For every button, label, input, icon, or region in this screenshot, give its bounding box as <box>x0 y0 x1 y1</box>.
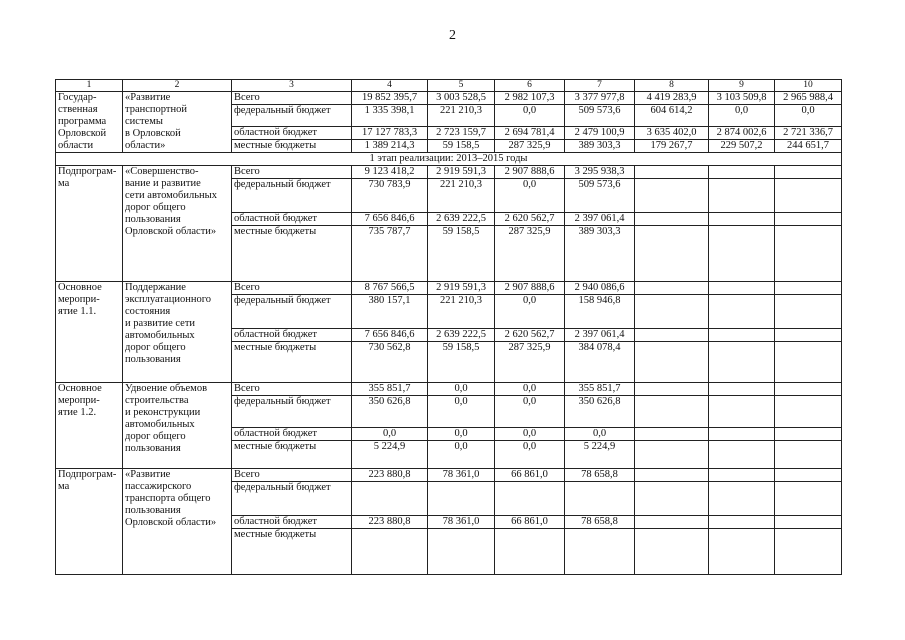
value-cell: 2 907 888,6 <box>495 166 565 179</box>
value-cell: 223 880,8 <box>352 469 428 482</box>
program-name-cell-line: Поддержание <box>125 282 186 293</box>
funding-source-cell: Всего <box>232 469 352 482</box>
value-cell: 0,0 <box>428 396 495 428</box>
column-header: 9 <box>709 80 775 92</box>
program-name-cell-line: пользования <box>125 354 181 365</box>
program-name-cell-line: пользования <box>125 505 181 516</box>
value-cell: 7 656 846,6 <box>352 329 428 342</box>
value-cell <box>775 428 842 441</box>
value-cell: 2 620 562,7 <box>495 329 565 342</box>
value-cell: 509 573,6 <box>565 179 635 213</box>
value-cell <box>709 179 775 213</box>
value-cell: 2 965 988,4 <box>775 92 842 105</box>
value-cell <box>635 529 709 575</box>
program-name-cell <box>123 92 232 153</box>
program-name-cell-line: транспорта общего <box>125 493 211 504</box>
value-cell: 9 123 418,2 <box>352 166 428 179</box>
value-cell: 2 397 061,4 <box>565 329 635 342</box>
value-cell: 2 479 100,9 <box>565 126 635 139</box>
value-cell <box>709 329 775 342</box>
budget-table <box>55 79 842 575</box>
value-cell: 0,0 <box>775 105 842 126</box>
value-cell: 3 103 509,8 <box>709 92 775 105</box>
value-cell: 0,0 <box>495 179 565 213</box>
value-cell <box>495 529 565 575</box>
value-cell <box>635 213 709 226</box>
value-cell: 509 573,6 <box>565 105 635 126</box>
program-name-cell-line: пользования <box>125 443 181 454</box>
program-name-cell <box>123 383 232 469</box>
funding-source-cell: местные бюджеты <box>232 529 352 575</box>
value-cell: 389 303,3 <box>565 139 635 152</box>
value-cell: 0,0 <box>495 441 565 469</box>
value-cell: 78 658,8 <box>565 516 635 529</box>
value-cell <box>775 469 842 482</box>
value-cell: 78 361,0 <box>428 469 495 482</box>
value-cell <box>709 516 775 529</box>
program-type-cell <box>56 282 123 383</box>
funding-source-cell: федеральный бюджет <box>232 105 352 126</box>
value-cell: 2 723 159,7 <box>428 126 495 139</box>
program-name-cell-line: Орловской области» <box>125 226 217 237</box>
value-cell: 2 639 222,5 <box>428 329 495 342</box>
value-cell: 2 874 002,6 <box>709 126 775 139</box>
stage-row <box>56 153 842 166</box>
value-cell: 735 787,7 <box>352 226 428 282</box>
value-cell <box>565 482 635 516</box>
value-cell <box>709 295 775 329</box>
program-type-cell <box>56 469 123 575</box>
program-name-cell-line: строительства <box>125 395 189 406</box>
value-cell: 244 651,7 <box>775 139 842 152</box>
value-cell: 287 325,9 <box>495 342 565 383</box>
value-cell: 2 919 591,3 <box>428 166 495 179</box>
value-cell: 2 940 086,6 <box>565 282 635 295</box>
column-header: 7 <box>565 80 635 92</box>
value-cell <box>775 166 842 179</box>
value-cell: 0,0 <box>495 396 565 428</box>
funding-source-cell: Всего <box>232 92 352 105</box>
program-type-cell-line: Основное <box>58 282 102 293</box>
value-cell: 17 127 783,3 <box>352 126 428 139</box>
value-cell: 0,0 <box>495 295 565 329</box>
value-cell: 355 851,7 <box>565 383 635 396</box>
value-cell: 380 157,1 <box>352 295 428 329</box>
program-name-cell-line: транспортной <box>125 104 187 115</box>
value-cell <box>428 482 495 516</box>
value-cell <box>635 428 709 441</box>
value-cell: 5 224,9 <box>565 441 635 469</box>
value-cell: 8 767 566,5 <box>352 282 428 295</box>
program-name-cell-line: состояния <box>125 306 171 317</box>
value-cell <box>775 396 842 428</box>
funding-source-cell: Всего <box>232 383 352 396</box>
value-cell: 0,0 <box>709 105 775 126</box>
program-type-cell-line: ятие 1.2. <box>58 407 97 418</box>
value-cell: 350 626,8 <box>565 396 635 428</box>
value-cell: 221 210,3 <box>428 295 495 329</box>
program-type-cell-line: Основное <box>58 383 102 394</box>
column-header: 2 <box>123 80 232 92</box>
value-cell: 78 361,0 <box>428 516 495 529</box>
table-row <box>56 92 842 105</box>
value-cell <box>635 226 709 282</box>
value-cell: 66 861,0 <box>495 469 565 482</box>
column-header: 10 <box>775 80 842 92</box>
column-header: 1 <box>56 80 123 92</box>
value-cell <box>428 529 495 575</box>
value-cell: 2 907 888,6 <box>495 282 565 295</box>
value-cell <box>775 295 842 329</box>
value-cell: 2 639 222,5 <box>428 213 495 226</box>
value-cell: 19 852 395,7 <box>352 92 428 105</box>
program-name-cell-line: дорог общего <box>125 431 186 442</box>
table-row <box>56 166 842 179</box>
value-cell: 2 721 336,7 <box>775 126 842 139</box>
value-cell <box>635 396 709 428</box>
funding-source-cell: областной бюджет <box>232 126 352 139</box>
value-cell: 59 158,5 <box>428 342 495 383</box>
value-cell <box>565 529 635 575</box>
value-cell: 3 635 402,0 <box>635 126 709 139</box>
program-name-cell-line: «Совершенство- <box>125 166 199 177</box>
value-cell <box>709 213 775 226</box>
value-cell: 158 946,8 <box>565 295 635 329</box>
value-cell: 59 158,5 <box>428 226 495 282</box>
value-cell: 3 003 528,5 <box>428 92 495 105</box>
program-name-cell-line: пассажирского <box>125 481 192 492</box>
column-header: 4 <box>352 80 428 92</box>
value-cell: 4 419 283,9 <box>635 92 709 105</box>
value-cell <box>635 383 709 396</box>
value-cell: 355 851,7 <box>352 383 428 396</box>
value-cell <box>775 342 842 383</box>
table-row <box>56 383 842 396</box>
program-name-cell <box>123 282 232 383</box>
value-cell <box>775 282 842 295</box>
value-cell: 0,0 <box>428 383 495 396</box>
program-name-cell-line: дорог общего <box>125 342 186 353</box>
value-cell: 5 224,9 <box>352 441 428 469</box>
funding-source-cell: областной бюджет <box>232 428 352 441</box>
value-cell: 3 295 938,3 <box>565 166 635 179</box>
value-cell: 730 562,8 <box>352 342 428 383</box>
value-cell <box>775 383 842 396</box>
program-name-cell-line: области» <box>125 140 166 151</box>
program-name-cell-line: и развитие сети <box>125 318 196 329</box>
program-name-cell-line: автомобильных <box>125 419 195 430</box>
value-cell: 0,0 <box>495 383 565 396</box>
program-name-cell <box>123 166 232 282</box>
program-type-cell-line: ятие 1.1. <box>58 306 97 317</box>
program-name-cell-line: «Развитие <box>125 469 171 480</box>
program-type-cell-line: ственная <box>58 104 98 115</box>
funding-source-cell: федеральный бюджет <box>232 295 352 329</box>
value-cell: 604 614,2 <box>635 105 709 126</box>
value-cell <box>775 441 842 469</box>
value-cell: 7 656 846,6 <box>352 213 428 226</box>
column-header: 3 <box>232 80 352 92</box>
value-cell: 287 325,9 <box>495 226 565 282</box>
program-type-cell-line: области <box>58 140 94 151</box>
funding-source-cell: Всего <box>232 166 352 179</box>
program-name-cell-line: вание и развитие <box>125 178 201 189</box>
stage-label: 1 этап реализации: 2013–2015 годы <box>56 153 842 166</box>
value-cell: 384 078,4 <box>565 342 635 383</box>
table-row <box>56 469 842 482</box>
value-cell: 229 507,2 <box>709 139 775 152</box>
program-type-cell-line: меропри- <box>58 294 100 305</box>
funding-source-cell: областной бюджет <box>232 213 352 226</box>
value-cell: 66 861,0 <box>495 516 565 529</box>
program-name-cell-line: Удвоение объемов <box>125 383 208 394</box>
value-cell: 389 303,3 <box>565 226 635 282</box>
value-cell: 2 982 107,3 <box>495 92 565 105</box>
value-cell <box>635 282 709 295</box>
value-cell <box>635 295 709 329</box>
value-cell <box>709 226 775 282</box>
program-name-cell-line: в Орловской <box>125 128 181 139</box>
funding-source-cell: федеральный бюджет <box>232 179 352 213</box>
value-cell <box>635 166 709 179</box>
value-cell: 2 620 562,7 <box>495 213 565 226</box>
value-cell <box>635 516 709 529</box>
value-cell <box>635 469 709 482</box>
program-type-cell <box>56 383 123 469</box>
program-type-cell-line: Орловской <box>58 128 107 139</box>
value-cell <box>709 166 775 179</box>
program-type-cell-line: ма <box>58 178 70 189</box>
value-cell <box>495 482 565 516</box>
value-cell <box>709 441 775 469</box>
program-type-cell-line: программа <box>58 116 107 127</box>
value-cell <box>635 441 709 469</box>
value-cell <box>775 213 842 226</box>
value-cell: 0,0 <box>495 428 565 441</box>
value-cell: 2 397 061,4 <box>565 213 635 226</box>
value-cell <box>709 282 775 295</box>
program-name-cell <box>123 469 232 575</box>
value-cell <box>709 396 775 428</box>
value-cell: 0,0 <box>495 105 565 126</box>
program-name-cell-line: дорог общего <box>125 202 186 213</box>
value-cell: 2 694 781,4 <box>495 126 565 139</box>
value-cell: 2 919 591,3 <box>428 282 495 295</box>
funding-source-cell: федеральный бюджет <box>232 482 352 516</box>
value-cell <box>775 529 842 575</box>
program-name-cell-line: «Развитие <box>125 92 171 103</box>
value-cell <box>775 516 842 529</box>
value-cell: 1 335 398,1 <box>352 105 428 126</box>
program-name-cell-line: эксплуатационного <box>125 294 212 305</box>
program-type-cell-line: Государ- <box>58 92 97 103</box>
program-type-cell <box>56 166 123 282</box>
value-cell: 0,0 <box>565 428 635 441</box>
funding-source-cell: местные бюджеты <box>232 226 352 282</box>
value-cell <box>709 529 775 575</box>
program-type-cell-line: ма <box>58 481 70 492</box>
value-cell <box>709 342 775 383</box>
value-cell: 350 626,8 <box>352 396 428 428</box>
value-cell <box>709 383 775 396</box>
funding-source-cell: областной бюджет <box>232 329 352 342</box>
value-cell <box>775 482 842 516</box>
value-cell: 221 210,3 <box>428 179 495 213</box>
funding-source-cell: местные бюджеты <box>232 342 352 383</box>
value-cell: 287 325,9 <box>495 139 565 152</box>
value-cell <box>709 428 775 441</box>
column-number-row <box>56 80 842 92</box>
value-cell <box>775 329 842 342</box>
value-cell: 1 389 214,3 <box>352 139 428 152</box>
value-cell: 59 158,5 <box>428 139 495 152</box>
program-type-cell-line: Подпрограм- <box>58 469 117 480</box>
value-cell: 3 377 977,8 <box>565 92 635 105</box>
value-cell <box>352 529 428 575</box>
value-cell: 730 783,9 <box>352 179 428 213</box>
funding-source-cell: Всего <box>232 282 352 295</box>
value-cell: 0,0 <box>428 441 495 469</box>
program-name-cell-line: и реконструкции <box>125 407 201 418</box>
value-cell <box>635 342 709 383</box>
value-cell: 223 880,8 <box>352 516 428 529</box>
funding-source-cell: местные бюджеты <box>232 139 352 152</box>
value-cell <box>635 179 709 213</box>
value-cell <box>352 482 428 516</box>
funding-source-cell: федеральный бюджет <box>232 396 352 428</box>
value-cell <box>709 482 775 516</box>
value-cell: 0,0 <box>428 428 495 441</box>
value-cell: 0,0 <box>352 428 428 441</box>
program-name-cell-line: автомобильных <box>125 330 195 341</box>
program-type-cell-line: меропри- <box>58 395 100 406</box>
page-number: 2 <box>449 28 456 43</box>
value-cell <box>775 226 842 282</box>
value-cell <box>709 469 775 482</box>
program-name-cell-line: пользования <box>125 214 181 225</box>
column-header: 8 <box>635 80 709 92</box>
program-type-cell <box>56 92 123 153</box>
program-name-cell-line: системы <box>125 116 163 127</box>
funding-source-cell: областной бюджет <box>232 516 352 529</box>
column-header: 5 <box>428 80 495 92</box>
table-row <box>56 282 842 295</box>
value-cell: 221 210,3 <box>428 105 495 126</box>
funding-source-cell: местные бюджеты <box>232 441 352 469</box>
value-cell <box>635 329 709 342</box>
column-header: 6 <box>495 80 565 92</box>
program-name-cell-line: Орловской области» <box>125 517 217 528</box>
program-name-cell-line: сети автомобильных <box>125 190 217 201</box>
value-cell: 78 658,8 <box>565 469 635 482</box>
program-type-cell-line: Подпрограм- <box>58 166 117 177</box>
value-cell <box>635 482 709 516</box>
value-cell: 179 267,7 <box>635 139 709 152</box>
value-cell <box>775 179 842 213</box>
